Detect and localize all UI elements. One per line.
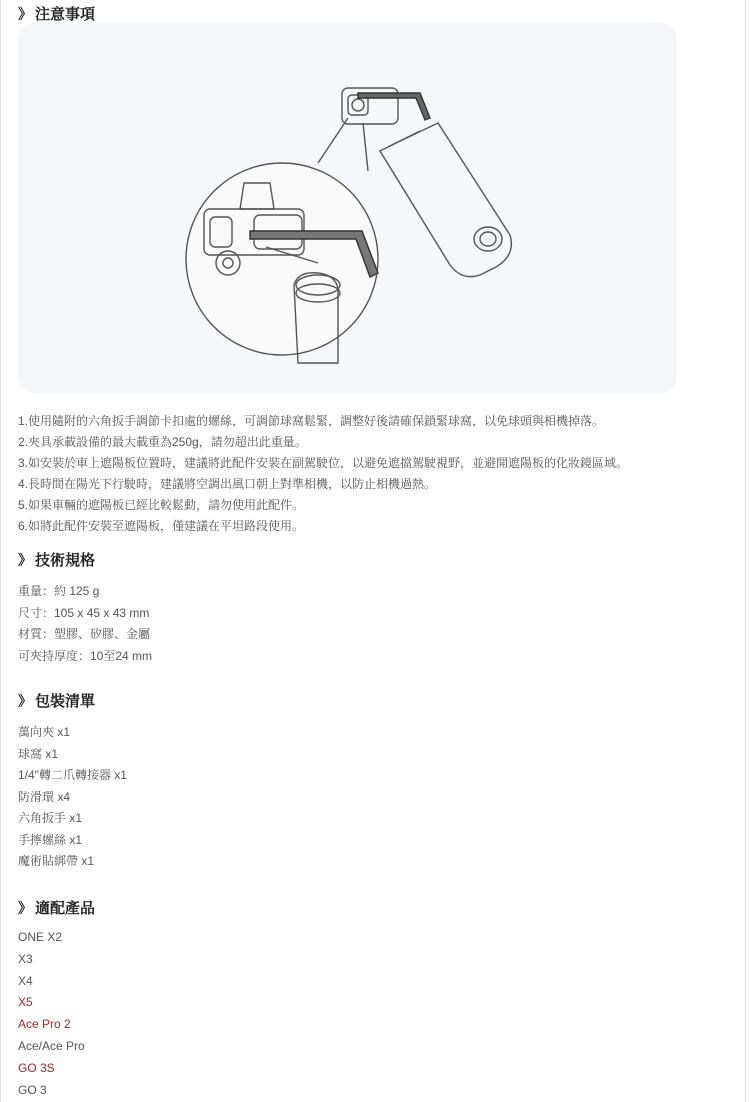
list-item: 萬向夾 x1 (18, 725, 71, 739)
list-item: 魔術貼綁帶 x1 (18, 854, 95, 868)
list-item: 六角扳手 x1 (18, 811, 83, 825)
compat-item: GO 3 (18, 1082, 47, 1097)
package-title: 包裝清單 (35, 693, 96, 710)
list-item: 球窩 x1 (18, 746, 59, 761)
compat-item: X5 (18, 995, 33, 1010)
compat-list (18, 927, 85, 1101)
double-chevron-right-icon: 》 (18, 899, 29, 916)
list-item: 5.如果車輛的遮陽板已經比較鬆動，請勿使用此配件。 (18, 498, 305, 512)
package-list (18, 722, 127, 873)
notes-title: 注意事項 (35, 6, 96, 23)
compat-item: GO 3S (18, 1060, 55, 1075)
list-item: 3.如安裝於車上遮陽板位置時，建議將此配件安裝在副駕駛位，以避免遮擋駕駛視野，並避開遮陽板的化妝鏡區域。 (18, 456, 629, 470)
specs-heading (18, 549, 95, 570)
compat-item: X4 (18, 973, 33, 988)
double-chevron-right-icon: 》 (18, 5, 29, 22)
list-item: 可夾持厚度：10至24 mm (18, 648, 153, 663)
list-item: 4.長時間在陽光下行駛時，建議將空調出風口朝上對準相機，以防止相機過熱。 (18, 477, 437, 491)
compat-title: 適配產品 (35, 900, 96, 917)
list-item: 6.如將此配件安裝至遮陽板，僅建議在平坦路段使用。 (18, 519, 305, 533)
hex-wrench-illustration (18, 23, 677, 393)
list-item: 2.夾具承載設備的最大載重為250g，請勿超出此重量。 (18, 435, 307, 449)
compat-item: Ace Pro 2 (18, 1017, 71, 1032)
list-item: 手擰螺絲 x1 (18, 832, 83, 847)
double-chevron-right-icon: 》 (18, 692, 29, 709)
list-item: 重量：約 125 g (18, 584, 100, 598)
list-item: 材質：塑膠、矽膠、金屬 (18, 627, 151, 641)
list-item: 1.使用隨附的六角扳手調節卡扣處的螺絲，可調節球窩鬆緊，調整好後請確保鎖緊球窩，以免球頭與相機掉落。 (18, 414, 605, 428)
notes-list (18, 411, 628, 537)
compat-heading (18, 897, 95, 918)
list-item: 防滑環 x4 (18, 789, 71, 804)
list-item: 1/4"轉二爪轉接器 x1 (18, 768, 127, 782)
compat-item: ONE X2 (18, 930, 63, 944)
list-item: 尺寸：105 x 45 x 43 mm (18, 605, 150, 620)
specs-list (18, 581, 152, 667)
specs-title: 技術規格 (35, 552, 96, 569)
notes-heading (18, 3, 95, 24)
package-heading (18, 690, 95, 711)
double-chevron-right-icon: 》 (18, 551, 29, 568)
illustration-svg (18, 23, 677, 393)
compat-item: Ace/Ace Pro (18, 1038, 85, 1053)
compat-item: X3 (18, 951, 33, 966)
